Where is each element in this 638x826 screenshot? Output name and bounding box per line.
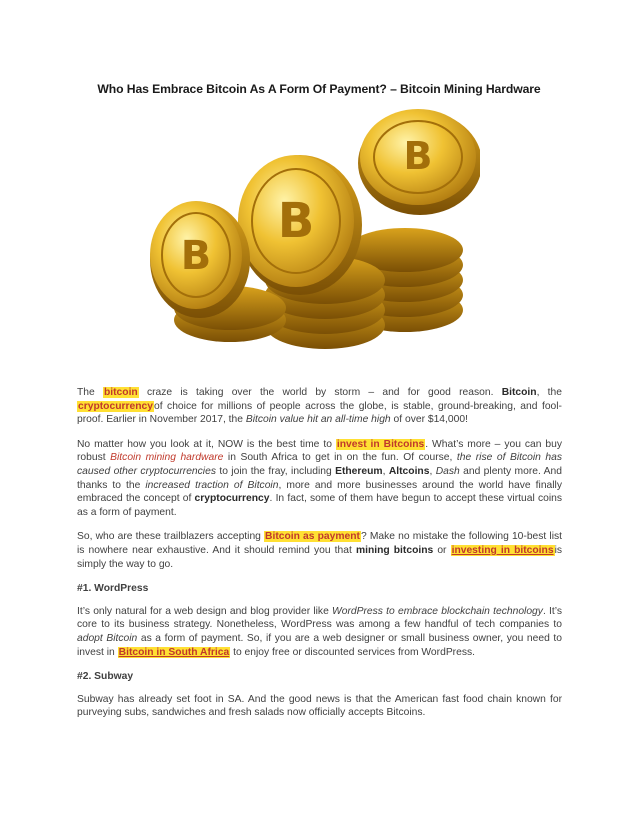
paragraph: It’s only natural for a web design and blog provider like WordPress to embrace blockchain technology. It’s core to its business strategy. Nonetheless, WordPress was among a few handful of tech companies to adopt Bitcoin as a form of payment. So, if you are a web designer or small business owner, you need to invest in Bitcoin in South Africa to enjoy free or discounted services from WordPress. (77, 605, 562, 658)
cryptocurrency-link[interactable]: cryptocurrency (78, 400, 153, 412)
bitcoin-symbol-icon: B (180, 233, 212, 279)
paragraph: The bitcoin craze is taking over the world by storm – and for good reason. Bitcoin, the cryptocurrencyof choice for millions of people across the globe, is stable, ground-breaking, and fool-proof. Earlier in November 2017, the Bitcoin value hit an all-time high of over $14,000! (77, 387, 562, 426)
article-body (77, 386, 562, 731)
invest-in-bitcoins-link[interactable]: invest in Bitcoins (336, 438, 425, 450)
section-heading: #1. WordPress (77, 583, 149, 595)
paragraph: No matter how you look at it, NOW is the best time to invest in Bitcoins. What’s more – you can buy robust Bitcoin mining hardware in South Africa to get in on the fun. Of course, the rise of Bitcoin has caused other cryptocurrencies to join the fray, including Ethereum, Altcoins, Dash and plenty more. And thanks to the increased traction of Bitcoin, more and more businesses around the world have finally embraced the concept of cryptocurrency. In fact, some of them have begun to accept these virtual coins as a form of payment. (77, 438, 563, 518)
paragraph: Subway has already set foot in SA. And the good news is that the American fast food chain known for purveying subs, sandwiches and fresh salads now officially accepts Bitcoins. (77, 693, 562, 719)
bitcoin-link[interactable]: bitcoin (103, 387, 138, 398)
bitcoin-as-payment-link[interactable]: Bitcoin as payment (265, 531, 360, 543)
paragraph: So, who are these trailblazers accepting Bitcoin as payment? Make no mistake the following 10-best list is nowhere near exhaustive. And it should remind you that mining bitcoins or investing in bitcoinsis simply the way to go. (77, 531, 563, 570)
investing-in-bitcoins-link[interactable]: investing in bitcoins (451, 544, 554, 556)
section-heading: #2. Subway (77, 671, 134, 683)
bitcoin-in-south-africa-link[interactable]: Bitcoin in South Africa (118, 646, 230, 658)
bitcoin-symbol-icon: B (403, 134, 433, 178)
page-title: Who Has Embrace Bitcoin As A Form Of Payment? – Bitcoin Mining Hardware (97, 82, 541, 96)
bitcoin-coins-image (150, 105, 480, 370)
bitcoin-symbol-icon: B (277, 193, 315, 249)
